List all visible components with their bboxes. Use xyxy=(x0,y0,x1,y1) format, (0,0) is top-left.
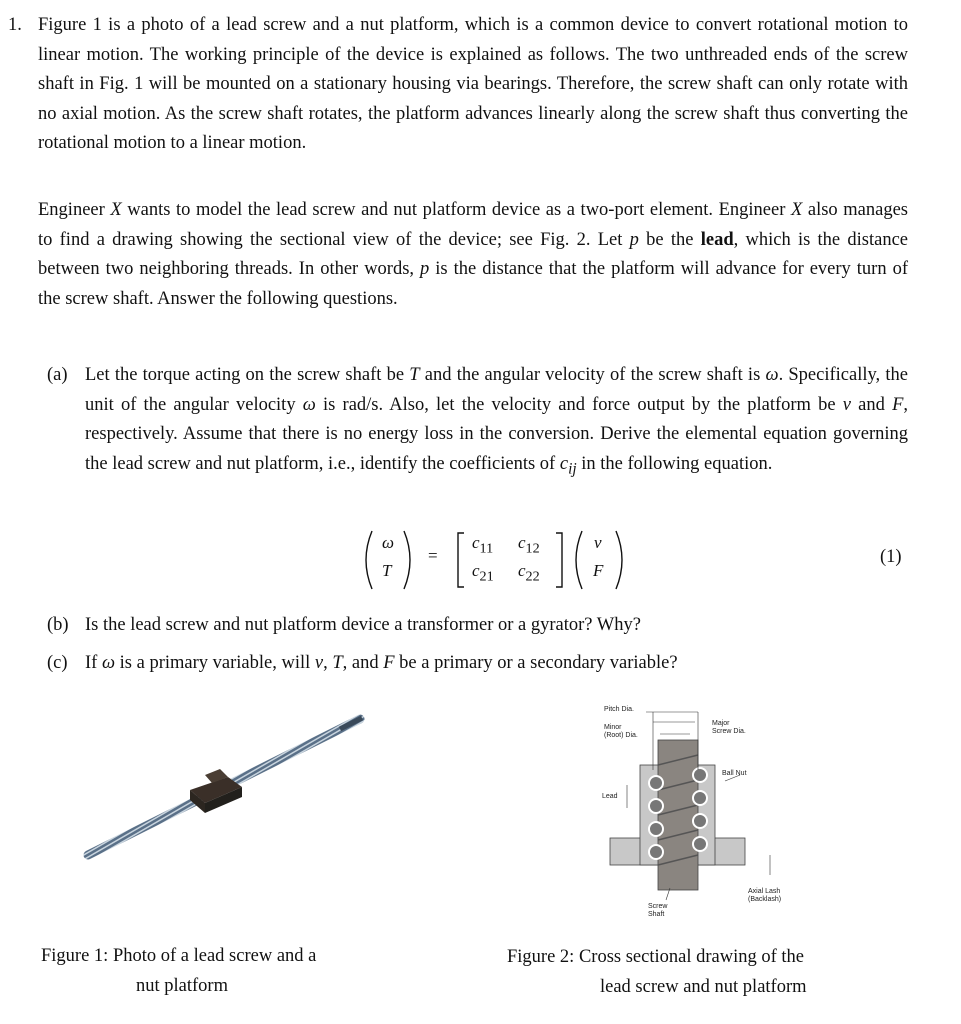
equation-number: (1) xyxy=(880,547,902,567)
var-x: X xyxy=(110,200,122,220)
sub: 21 xyxy=(479,568,494,585)
equation xyxy=(360,527,660,593)
var-p: p xyxy=(420,259,430,280)
label-lead: Lead xyxy=(602,793,618,800)
equals: = xyxy=(428,546,438,565)
subscript: ij xyxy=(568,460,577,478)
label-minor: Minor xyxy=(604,724,622,731)
text: be the xyxy=(638,229,701,250)
text: , which is the distance between two neighboring threads. In other words, xyxy=(38,229,908,280)
text: and xyxy=(850,394,893,415)
var: ω xyxy=(302,394,316,415)
sub: 11 xyxy=(479,540,494,557)
label-ball-nut: Ball Nut xyxy=(722,770,747,777)
text: , respectively. Assume that there is no energy loss in the conversion. Derive the elemental equation governing the lead screw and nut platform, i.e., identify the coefficients of xyxy=(85,394,908,474)
label-pitch-dia: Pitch Dia. xyxy=(604,706,634,713)
item-label: (b) xyxy=(47,615,69,635)
text: . Specifically, the unit of the angular velocity xyxy=(85,365,908,415)
text: in the following equation. xyxy=(576,453,773,474)
var-p: p xyxy=(629,229,639,250)
equation-brackets xyxy=(360,527,660,593)
paragraph-setup xyxy=(38,196,908,314)
var: v xyxy=(314,653,324,673)
text: Engineer xyxy=(38,200,111,220)
label-backlash: (Backlash) xyxy=(748,896,782,903)
c12 xyxy=(518,533,540,557)
sub: 22 xyxy=(525,568,540,585)
intro-text: Figure 1 is a photo of a lead screw and a nut platform, which is a common device to convert rotational motion to linear motion. The working principle of the device is explained as follows. The two unthreaded ends of the screw shaft in Fig. 1 will be mounted on a stationary housing via bearings. Therefore, the screw shaft can only rotate with no axial motion. As the screw shaft rotates, the platform advances linearly along the screw shaft thus converting the rotational motion to a linear motion. xyxy=(38,15,908,154)
item-a xyxy=(47,361,908,484)
c: c xyxy=(472,533,480,552)
text: be a primary or a secondary variable? xyxy=(394,653,678,673)
caption-line: Figure 1: Photo of a lead screw and a xyxy=(41,946,317,966)
label-axial-lash: Axial Lash xyxy=(748,888,781,895)
omega: ω xyxy=(382,533,395,552)
c: c xyxy=(518,533,526,552)
var: F xyxy=(383,653,395,673)
label-root-dia: (Root) Dia. xyxy=(604,732,638,739)
var: v xyxy=(842,394,851,415)
figure-2-caption xyxy=(507,943,807,1002)
label-shaft: Shaft xyxy=(648,911,665,918)
velocity: v xyxy=(594,533,602,552)
var-x: X xyxy=(790,200,803,220)
item-label: (c) xyxy=(47,653,68,673)
text: also manages to find a drawing showing the sectional view of the device; see Fig. 2. Let xyxy=(38,200,908,250)
text: is the distance that the platform will advance for every turn of the screw shaft. Answer the following questions. xyxy=(38,259,908,309)
text: and the angular velocity of the screw shaft is xyxy=(419,365,766,385)
force: F xyxy=(593,561,604,580)
var: c xyxy=(559,453,569,474)
sub: 12 xyxy=(525,540,540,557)
item-label: (a) xyxy=(47,365,68,385)
var: F xyxy=(892,394,904,415)
text: Is the lead screw and nut platform device a transformer or a gyrator? Why? xyxy=(85,615,641,635)
c: c xyxy=(472,561,480,580)
label-screw-dia: Screw Dia. xyxy=(712,728,746,735)
item-c xyxy=(47,649,908,679)
torque: T xyxy=(382,561,392,580)
text: is a primary variable, will xyxy=(115,653,315,673)
label-screw: Screw xyxy=(648,903,668,910)
caption-line: Figure 2: Cross sectional drawing of the xyxy=(507,947,804,967)
paragraph-intro xyxy=(8,11,908,159)
var: ω xyxy=(765,365,779,385)
label-major: Major xyxy=(712,720,730,727)
text: is rad/s. Also, let the velocity and force output by the platform be xyxy=(315,394,843,415)
caption-line: lead screw and nut platform xyxy=(600,976,807,997)
item-b xyxy=(47,611,908,641)
bold-lead: lead xyxy=(700,229,734,250)
var: T xyxy=(332,653,343,673)
c21 xyxy=(472,561,494,585)
question-number: 1. xyxy=(8,15,22,35)
lead-screw-photo xyxy=(70,705,370,875)
figure-1-caption xyxy=(41,942,316,1001)
var: T xyxy=(409,365,420,385)
c11 xyxy=(472,533,493,557)
text: Let the torque acting on the screw shaft be xyxy=(85,365,410,385)
text: , xyxy=(323,653,333,673)
c22 xyxy=(518,561,540,585)
text: wants to model the lead screw and nut platform device as a two-port element. Engineer xyxy=(121,200,791,220)
c: c xyxy=(518,561,526,580)
text: , and xyxy=(342,653,384,673)
text: If xyxy=(85,653,102,673)
var: ω xyxy=(101,653,116,673)
cross-section-drawing xyxy=(590,695,810,925)
caption-line: nut platform xyxy=(136,975,228,996)
